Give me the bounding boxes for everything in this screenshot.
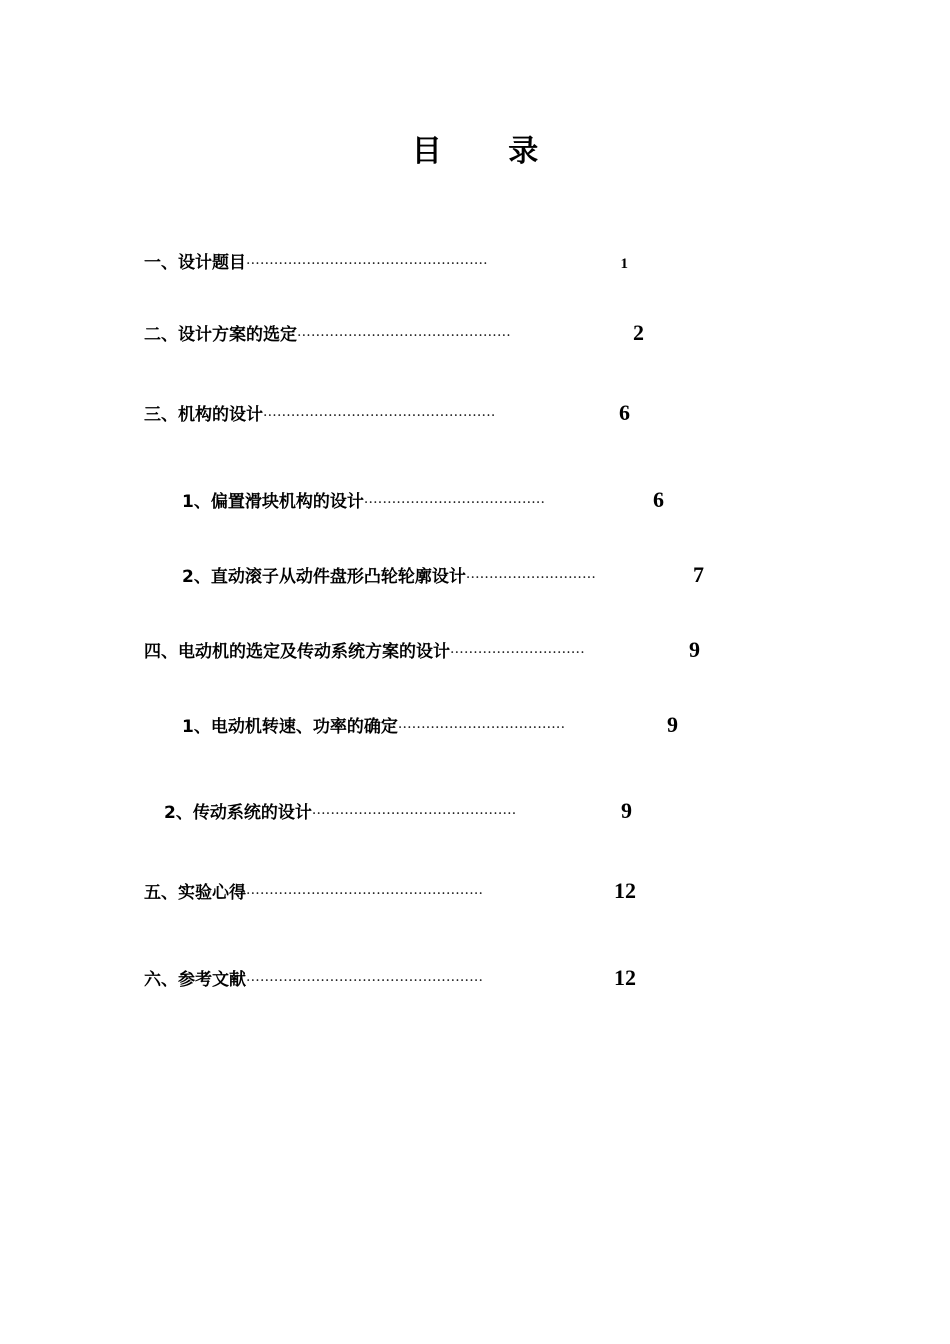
toc-entry-label: 2、直动滚子从动件盘形凸轮轮廓设计 (182, 567, 466, 587)
toc-page-number: 1 (620, 256, 628, 272)
toc-entry-4-1 (182, 712, 678, 738)
toc-entry-5 (144, 878, 636, 904)
toc-leader-dots: ···················································· (246, 256, 488, 272)
toc-page-number: 6 (653, 487, 664, 512)
toc-entry-3 (144, 400, 630, 426)
toc-entry-3-2 (182, 562, 704, 588)
toc-page-number: 9 (621, 798, 632, 823)
toc-page-number: 9 (689, 637, 700, 662)
toc-entry-label: 二、设计方案的选定 (144, 325, 297, 345)
toc-entry-2 (144, 320, 644, 346)
toc-page-number: 6 (619, 400, 630, 425)
toc-leader-dots: ···························· (465, 570, 597, 586)
toc-page-number: 2 (633, 320, 644, 345)
toc-entry-4 (144, 637, 700, 663)
toc-entry-3-1 (182, 487, 664, 513)
toc-entry-4-2 (164, 798, 632, 824)
toc-page-number: 12 (614, 878, 636, 903)
toc-leader-dots: ·············································· (297, 328, 511, 344)
toc-page-number: 7 (693, 562, 704, 587)
toc-entry-1 (144, 248, 628, 273)
toc-entry-label: 1、偏置滑块机构的设计 (182, 492, 364, 512)
toc-page-number: 12 (614, 965, 636, 990)
toc-leader-dots: ·················································· (263, 408, 496, 424)
toc-entry-label: 1、电动机转速、功率的确定 (182, 717, 398, 737)
toc-leader-dots: ··················································· (246, 886, 484, 902)
toc-entry-label: 五、实验心得 (144, 883, 246, 903)
toc-leader-dots: ············································ (311, 806, 517, 822)
toc-entry-label: 三、机构的设计 (144, 405, 263, 425)
toc-entry-label: 2、传动系统的设计 (164, 803, 312, 823)
toc-title: 目 录 (411, 134, 567, 169)
toc-entry-label: 六、参考文献 (144, 970, 246, 990)
toc-leader-dots: ··················································· (246, 973, 484, 989)
toc-leader-dots: ······································· (363, 495, 546, 511)
toc-page-number: 9 (667, 712, 678, 737)
toc-leader-dots: ····························· (450, 645, 585, 661)
toc-entry-label: 四、电动机的选定及传动系统方案的设计 (144, 642, 450, 662)
toc-entry-label: 一、设计题目 (144, 253, 246, 273)
toc-entry-6 (144, 965, 636, 991)
toc-leader-dots: ···································· (397, 720, 566, 736)
